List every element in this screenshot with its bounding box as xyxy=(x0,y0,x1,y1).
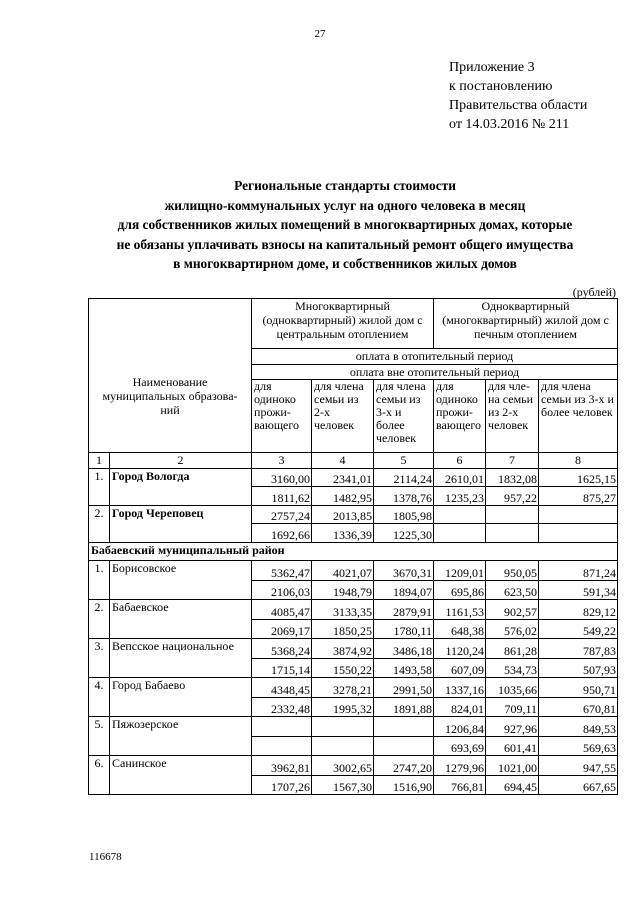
column-number: 4 xyxy=(312,453,374,469)
value-non-heating: 1516,90 xyxy=(374,776,434,795)
table-row xyxy=(89,717,618,737)
table-row xyxy=(89,561,618,581)
value-non-heating: 1378,76 xyxy=(374,487,434,506)
column-number: 8 xyxy=(539,453,618,469)
table-row xyxy=(89,600,618,620)
value-non-heating: 1811,62 xyxy=(252,487,312,506)
value-non-heating: 576,02 xyxy=(486,620,539,639)
value-non-heating: 549,22 xyxy=(539,620,618,639)
header-name-text: Наименование муниципальных образова-ний xyxy=(102,374,238,417)
row-number: 1. xyxy=(89,469,110,506)
value-heating: 787,83 xyxy=(539,639,618,659)
appendix-line: от 14.03.2016 № 211 xyxy=(449,117,570,132)
value-heating: 1337,16 xyxy=(434,678,486,698)
value-heating: 4021,07 xyxy=(312,561,374,581)
value-heating xyxy=(312,717,374,737)
table-row xyxy=(89,506,618,524)
value-heating: 1206,84 xyxy=(434,717,486,737)
value-heating: 2114,24 xyxy=(374,469,434,487)
table-row xyxy=(89,756,618,776)
appendix-line: Приложение 3 xyxy=(449,60,535,75)
value-non-heating: 875,27 xyxy=(539,487,618,506)
value-heating: 2879,91 xyxy=(374,600,434,620)
value-heating: 927,96 xyxy=(486,717,539,737)
value-non-heating xyxy=(486,524,539,543)
value-non-heating: 2332,48 xyxy=(252,698,312,717)
municipality-name: Город Бабаево xyxy=(110,678,252,717)
value-non-heating: 1995,32 xyxy=(312,698,374,717)
value-heating xyxy=(539,506,618,524)
value-non-heating: 1948,79 xyxy=(312,581,374,600)
value-non-heating: 623,50 xyxy=(486,581,539,600)
value-non-heating: 1567,30 xyxy=(312,776,374,795)
header-sub: для члена семьи из 3-х и более человек xyxy=(539,380,618,453)
municipality-name: Город Вологда xyxy=(110,469,252,506)
value-heating: 902,57 xyxy=(486,600,539,620)
value-heating: 871,24 xyxy=(539,561,618,581)
value-heating: 4348,45 xyxy=(252,678,312,698)
municipality-name: Борисовское xyxy=(110,561,252,600)
value-non-heating: 534,73 xyxy=(486,659,539,678)
document-title xyxy=(60,176,630,274)
unit-label: (рублей) xyxy=(572,285,616,299)
value-heating: 2991,50 xyxy=(374,678,434,698)
value-heating: 1625,15 xyxy=(539,469,618,487)
row-number: 1. xyxy=(89,561,110,600)
value-heating: 950,05 xyxy=(486,561,539,581)
value-non-heating: 766,81 xyxy=(434,776,486,795)
value-heating: 3962,81 xyxy=(252,756,312,776)
column-number: 5 xyxy=(374,453,434,469)
header-non-heating-period: оплата вне отопительный период xyxy=(252,365,618,380)
value-heating: 3160,00 xyxy=(252,469,312,487)
title-line: жилищно-коммунальных услуг на одного человека в месяц xyxy=(164,197,526,213)
standards-table xyxy=(88,298,618,795)
column-number: 3 xyxy=(252,453,312,469)
appendix-line: к постановлению xyxy=(449,79,553,94)
value-heating: 947,55 xyxy=(539,756,618,776)
value-heating: 861,28 xyxy=(486,639,539,659)
value-non-heating xyxy=(539,524,618,543)
value-non-heating: 607,09 xyxy=(434,659,486,678)
row-number: 2. xyxy=(89,506,110,543)
value-non-heating: 2069,17 xyxy=(252,620,312,639)
value-non-heating: 1692,66 xyxy=(252,524,312,543)
value-non-heating: 1550,22 xyxy=(312,659,374,678)
row-number: 4. xyxy=(89,678,110,717)
municipality-name: Пяжозерское xyxy=(110,717,252,756)
section-row xyxy=(89,543,618,561)
value-heating: 1161,53 xyxy=(434,600,486,620)
header-name-column xyxy=(89,299,252,453)
value-heating: 3278,21 xyxy=(312,678,374,698)
page-number: 27 xyxy=(314,28,326,40)
value-heating: 829,12 xyxy=(539,600,618,620)
value-non-heating: 1891,88 xyxy=(374,698,434,717)
header-sub: для члена семьи из 2-х человек xyxy=(312,380,374,453)
value-non-heating: 1707,26 xyxy=(252,776,312,795)
value-heating: 1209,01 xyxy=(434,561,486,581)
value-non-heating: 569,63 xyxy=(539,737,618,756)
value-heating xyxy=(486,506,539,524)
table-row xyxy=(89,469,618,487)
value-heating: 5362,47 xyxy=(252,561,312,581)
header-group-stove: Одноквартирный (многоквартирный) жилой дом с печным отоплением xyxy=(434,299,618,349)
header-group-central: Многоквартирный (одноквартирный) жилой дом с центральным отоплением xyxy=(252,299,434,349)
table-row xyxy=(89,639,618,659)
value-non-heating: 667,65 xyxy=(539,776,618,795)
municipality-name: Бабаевское xyxy=(110,600,252,639)
column-number: 1 xyxy=(89,453,110,469)
value-heating: 1120,24 xyxy=(434,639,486,659)
value-heating: 849,53 xyxy=(539,717,618,737)
value-heating: 3874,92 xyxy=(312,639,374,659)
appendix-block xyxy=(449,58,587,134)
value-heating xyxy=(434,506,486,524)
value-non-heating: 601,41 xyxy=(486,737,539,756)
header-sub: для одиноко прожи-вающего xyxy=(252,380,312,453)
header-sub: для чле-на семьи из 2-х человек xyxy=(486,380,539,453)
value-non-heating: 709,11 xyxy=(486,698,539,717)
municipality-name: Санинское xyxy=(110,756,252,795)
value-non-heating: 507,93 xyxy=(539,659,618,678)
value-non-heating: 693,69 xyxy=(434,737,486,756)
row-number: 3. xyxy=(89,639,110,678)
value-heating: 3133,35 xyxy=(312,600,374,620)
value-heating: 2013,85 xyxy=(312,506,374,524)
value-heating: 1805,98 xyxy=(374,506,434,524)
value-heating: 3486,18 xyxy=(374,639,434,659)
value-non-heating: 957,22 xyxy=(486,487,539,506)
value-heating: 1021,00 xyxy=(486,756,539,776)
value-heating: 5368,24 xyxy=(252,639,312,659)
title-line: в многоквартирном доме, и собственников жилых домов xyxy=(173,256,517,271)
value-non-heating: 591,34 xyxy=(539,581,618,600)
value-non-heating: 1780,11 xyxy=(374,620,434,639)
title-line: не обязаны уплачивать взносы на капитальный ремонт общего имущества xyxy=(116,236,574,252)
value-heating: 2747,20 xyxy=(374,756,434,776)
value-non-heating: 1235,23 xyxy=(434,487,486,506)
value-non-heating xyxy=(252,737,312,756)
column-number: 6 xyxy=(434,453,486,469)
value-non-heating: 648,38 xyxy=(434,620,486,639)
value-non-heating: 1493,58 xyxy=(374,659,434,678)
column-number: 2 xyxy=(110,453,252,469)
value-heating xyxy=(374,717,434,737)
value-non-heating: 1715,14 xyxy=(252,659,312,678)
appendix-line: Правительства области xyxy=(449,98,588,113)
value-non-heating xyxy=(434,524,486,543)
value-non-heating: 694,45 xyxy=(486,776,539,795)
value-non-heating: 824,01 xyxy=(434,698,486,717)
header-heating-period: оплата в отопительный период xyxy=(252,349,618,365)
row-number: 2. xyxy=(89,600,110,639)
value-non-heating: 2106,03 xyxy=(252,581,312,600)
value-non-heating: 1850,25 xyxy=(312,620,374,639)
value-non-heating: 1336,39 xyxy=(312,524,374,543)
value-heating: 2610,01 xyxy=(434,469,486,487)
value-heating: 1279,96 xyxy=(434,756,486,776)
value-heating: 4085,47 xyxy=(252,600,312,620)
value-heating: 2757,24 xyxy=(252,506,312,524)
value-heating: 950,71 xyxy=(539,678,618,698)
title-line: Региональные стандарты стоимости xyxy=(234,178,456,193)
value-non-heating: 695,86 xyxy=(434,581,486,600)
value-heating: 1035,66 xyxy=(486,678,539,698)
value-heating: 3670,31 xyxy=(374,561,434,581)
value-heating xyxy=(252,717,312,737)
column-number: 7 xyxy=(486,453,539,469)
document-code: 116678 xyxy=(89,851,122,863)
row-number: 6. xyxy=(89,756,110,795)
value-non-heating: 670,81 xyxy=(539,698,618,717)
header-sub: для одиноко прожи-вающего xyxy=(434,380,486,453)
header-sub: для члена семьи из 3-х и более человек xyxy=(374,380,434,453)
value-non-heating: 1225,30 xyxy=(374,524,434,543)
table-row xyxy=(89,678,618,698)
value-non-heating xyxy=(374,737,434,756)
value-non-heating xyxy=(312,737,374,756)
value-heating: 1832,08 xyxy=(486,469,539,487)
municipality-name: Вепсское национальное xyxy=(110,639,252,678)
value-non-heating: 1482,95 xyxy=(312,487,374,506)
value-heating: 2341,01 xyxy=(312,469,374,487)
row-number: 5. xyxy=(89,717,110,756)
value-non-heating: 1894,07 xyxy=(374,581,434,600)
section-title: Бабаевский муниципальный район xyxy=(89,543,618,561)
municipality-name: Город Череповец xyxy=(110,506,252,543)
value-heating: 3002,65 xyxy=(312,756,374,776)
title-line: для собственников жилых помещений в многоквартирных домах, которые xyxy=(117,217,573,232)
